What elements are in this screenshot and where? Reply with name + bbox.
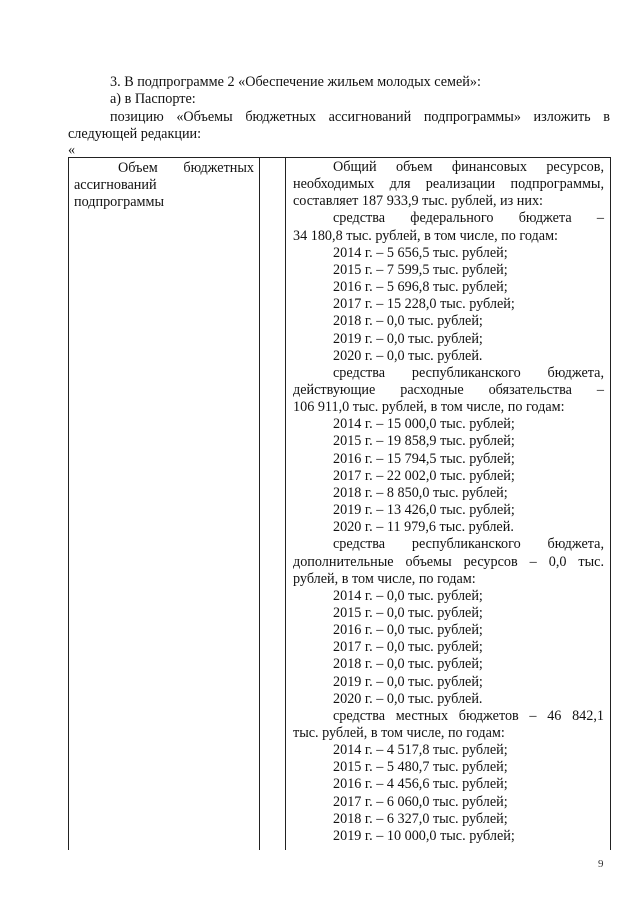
right-cell-line: 106 911,0 тыс. рублей, в том числе, по годам: — [293, 399, 565, 416]
table-left-border — [68, 157, 69, 850]
right-cell-line: Общий объем финансовых ресурсов, — [333, 159, 604, 175]
right-cell-line: 2020 г. – 11 979,6 тыс. рублей. — [333, 519, 514, 536]
right-cell-line: 2018 г. – 0,0 тыс. рублей; — [333, 656, 483, 673]
right-cell-line: 2018 г. – 6 327,0 тыс. рублей; — [333, 810, 508, 827]
right-cell-line: 2018 г. – 8 850,0 тыс. рублей; — [333, 484, 508, 501]
right-cell-line: средства республиканского бюджета, — [333, 536, 604, 553]
right-cell-line: 2016 г. – 4 456,6 тыс. рублей; — [333, 776, 508, 793]
left-cell-line-3: подпрограммы — [74, 194, 164, 210]
right-cell-line: 2015 г. – 5 480,7 тыс. рублей; — [333, 759, 508, 776]
right-cell-line: 2014 г. – 5 656,5 тыс. рублей; — [333, 244, 508, 261]
table-divider-2 — [285, 157, 286, 850]
right-cell-line: 2019 г. – 0,0 тыс. рублей; — [333, 330, 483, 347]
right-cell-line: 2017 г. – 22 002,0 тыс. рублей; — [333, 467, 515, 484]
sub-a-line: а) в Паспорте: — [110, 91, 196, 107]
right-cell-line: составляет 187 933,9 тыс. рублей, из них: — [293, 193, 543, 210]
right-cell-line: рублей, в том числе, по годам: — [293, 570, 476, 587]
left-cell-line-2: ассигнований — [74, 177, 157, 193]
right-cell-line: средства местных бюджетов – 46 842,1 — [333, 707, 604, 724]
table-top-border — [68, 157, 610, 158]
right-cell-line: 2020 г. – 0,0 тыс. рублей. — [333, 690, 483, 707]
left-cell-line-1: Объем бюджетных — [118, 160, 254, 176]
right-cell-line: 2014 г. – 15 000,0 тыс. рублей; — [333, 416, 515, 433]
right-cell-line: 2014 г. – 4 517,8 тыс. рублей; — [333, 742, 508, 759]
right-cell-line: 2019 г. – 10 000,0 тыс. рублей; — [333, 827, 515, 844]
right-cell-line: средства республиканского бюджета, — [333, 364, 604, 381]
right-cell-line: 2017 г. – 15 228,0 тыс. рублей; — [333, 296, 515, 313]
right-cell-line: 2020 г. – 0,0 тыс. рублей. — [333, 347, 483, 364]
right-cell-line: 2016 г. – 15 794,5 тыс. рублей; — [333, 450, 515, 467]
right-cell-line: 2014 г. – 0,0 тыс. рублей; — [333, 587, 483, 604]
right-cell-line: 2015 г. – 0,0 тыс. рублей; — [333, 604, 483, 621]
right-cell-line: 2019 г. – 13 426,0 тыс. рублей; — [333, 502, 515, 518]
right-cell-line: тыс. рублей, в том числе, по годам: — [293, 724, 505, 741]
instruction-line-2: следующей редакции: — [68, 126, 202, 142]
heading-line: 3. В подпрограмме 2 «Обеспечение жильем молодых семей»: — [110, 74, 481, 90]
right-cell-line: 2019 г. – 0,0 тыс. рублей; — [333, 673, 483, 690]
instruction-line-1: позицию «Объемы бюджетных ассигнований подпрограммы» изложить в — [110, 109, 610, 125]
right-cell-line: 2018 г. – 0,0 тыс. рублей; — [333, 313, 483, 330]
open-quote: « — [68, 142, 76, 158]
right-cell-line: действующие расходные обязательства – — [293, 381, 604, 398]
right-cell-line: 2016 г. – 5 696,8 тыс. рублей; — [333, 279, 508, 295]
right-cell-line: дополнительные объемы ресурсов – 0,0 тыс. — [293, 553, 604, 570]
right-cell-line: 2017 г. – 6 060,0 тыс. рублей; — [333, 793, 508, 810]
right-cell-line: 2015 г. – 19 858,9 тыс. рублей; — [333, 433, 515, 450]
table-divider-1 — [259, 157, 260, 850]
right-cell-line: 2016 г. – 0,0 тыс. рублей; — [333, 622, 483, 638]
right-cell-line: 2015 г. – 7 599,5 тыс. рублей; — [333, 261, 508, 278]
right-cell-line: 2017 г. – 0,0 тыс. рублей; — [333, 639, 483, 656]
right-cell-line: 34 180,8 тыс. рублей, в том числе, по годам: — [293, 227, 558, 244]
page-number: 9 — [598, 858, 604, 870]
right-cell-line: необходимых для реализации подпрограммы, — [293, 176, 604, 193]
right-cell-line: средства федерального бюджета – — [333, 210, 604, 227]
table-right-border — [610, 157, 611, 850]
